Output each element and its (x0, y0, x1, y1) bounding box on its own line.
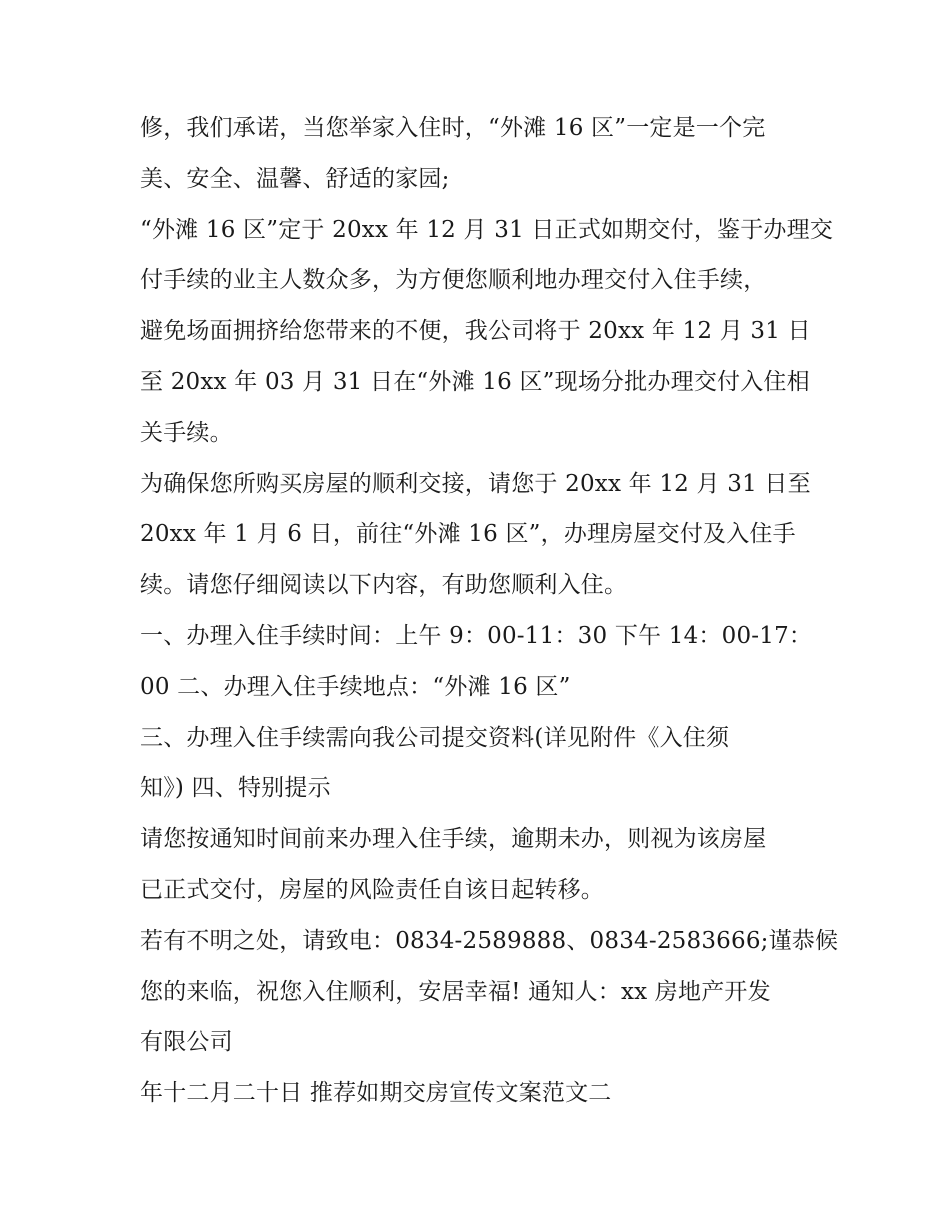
text-line: 修，我们承诺，当您举家入住时，“外滩 16 区”一定是一个完 (140, 115, 766, 141)
text-line: 避免场面拥挤给您带来的不便，我公司将于 20xx 年 12 月 31 日 (140, 318, 811, 345)
text-line: 年十二月二十日 推荐如期交房宣传文案范文二 (140, 1080, 612, 1107)
text-line: 00 二、办理入住手续地点：“外滩 16 区” (140, 673, 571, 700)
text-line: 关手续。 (140, 419, 233, 446)
text-line: 若有不明之处，请致电：0834-2589888、0834-2583666;谨恭候 (140, 927, 839, 954)
text-line: 知》) 四、特别提示 (140, 775, 331, 802)
text-line: 已正式交付，房屋的风险责任自该日起转移。 (140, 876, 604, 903)
text-line: 续。请您仔细阅读以下内容，有助您顺利入住。 (140, 572, 628, 599)
text-line: 请您按通知时间前来办理入住手续，逾期未办，则视为该房屋 (140, 826, 767, 853)
text-line: 付手续的业主人数众多，为方便您顺利地办理交付入住手续， (140, 267, 767, 294)
text-line: 20xx 年 1 月 6 日，前往“外滩 16 区”，办理房屋交付及入住手 (140, 521, 796, 548)
text-line: 您的来临，祝您入住顺利，安居幸福! 通知人：xx 房地产开发 (140, 978, 771, 1005)
text-line: 有限公司 (140, 1029, 233, 1056)
text-line: 一、办理入住手续时间：上午 9：00-11：30 下午 14：00-17： (140, 622, 813, 649)
text-line: 美、安全、温馨、舒适的家园; (140, 165, 450, 192)
text-line: 三、办理入住手续需向我公司提交资料(详见附件《入住须 (140, 724, 730, 751)
document-body (140, 103, 839, 1119)
text-line: “外滩 16 区”定于 20xx 年 12 月 31 日正式如期交付，鉴于办理交 (140, 216, 834, 243)
text-line: 为确保您所购买房屋的顺利交接，请您于 20xx 年 12 月 31 日至 (140, 470, 811, 497)
text-line: 至 20xx 年 03 月 31 日在“外滩 16 区”现场分批办理交付入住相 (140, 368, 810, 395)
